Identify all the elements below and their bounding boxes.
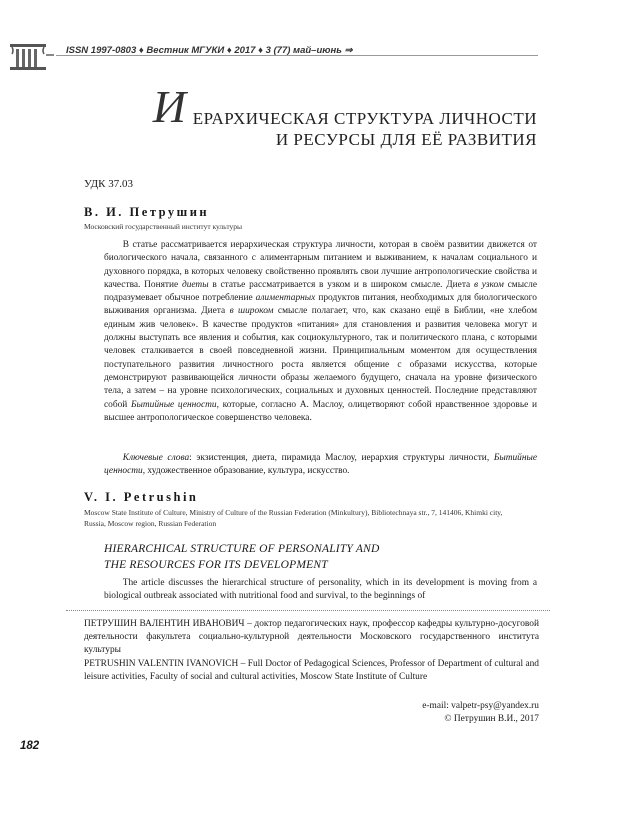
abstract-emph: диеты xyxy=(181,279,209,290)
affiliation-en: Moscow State Institute of Culture, Ministry of Culture of the Russian Federation (Minkultury), Bibliotechnaya str., 7, 141406, Khimki city, Russia, Moscow region, Russian Federation xyxy=(84,508,503,528)
journal-header: ISSN 1997-0803 ♦ Вестник МГУКИ ♦ 2017 ♦ 3 (77) май–июнь ⇒ xyxy=(66,45,353,56)
author-bio-ru: ПЕТРУШИН ВАЛЕНТИН ИВАНОВИЧ – доктор педагогических наук, профессор кафедры культурно-досуговой деятельности факультета социально-культурной деятельности Московского государственного института культуры xyxy=(84,619,539,655)
title-en-line-2: THE RESOURCES FOR ITS DEVELOPMENT xyxy=(104,559,328,571)
abstract-emph: в узком xyxy=(473,279,504,290)
title-line-1: ЕРАРХИЧЕСКАЯ СТРУКТУРА ЛИЧНОСТИ xyxy=(192,109,537,128)
abstract-emph: алиментарных xyxy=(255,293,316,304)
article-title xyxy=(152,81,537,150)
abstract-text: В статье рассматривается иерархическая структура личности, которая в своём развитии движется от биологического начала, связанного с алиментарным питанием и выживанием, к началам социального и духовного порядка, в которых человеку свойственно проявлять свои лучшие антропологические свойства и качества. Понятие xyxy=(104,240,537,290)
abstract-text: , которые, согласно А. Маслоу, олицетворяют собой нравственное здоровье и высшее антропологическое совершенство человека. xyxy=(104,399,537,423)
page-number: 182 xyxy=(20,740,40,752)
abstract-ru xyxy=(104,239,537,425)
copyright: © Петрушин В.И., 2017 xyxy=(444,714,539,724)
abstract-en-text: The article discusses the hierarchical structure of personality, which in its development is moving from a biological outbreak associated with nutritional food and survival, to the beginnings of xyxy=(104,578,537,602)
keywords-emph: Бытийные ценности xyxy=(104,453,537,477)
udk-code: УДК 37.03 xyxy=(84,178,134,190)
keywords-tail: , художественное образование, культура, искусство. xyxy=(142,466,350,477)
title-en xyxy=(104,541,379,573)
title-en-line-1: HIERARCHICAL STRUCTURE OF PERSONALITY AND xyxy=(104,543,380,555)
author-email[interactable]: e-mail: valpetr-psy@yandex.ru xyxy=(422,701,539,711)
abstract-en xyxy=(104,577,537,604)
keywords-text: : экзистенция, диета, пирамида Маслоу, иерархия структуры личности, xyxy=(189,453,494,463)
affiliation-ru: Московский государственный институт культуры xyxy=(84,222,243,231)
abstract-text: в статье рассматривается в узком и в широком смысле. Диета xyxy=(208,279,474,290)
contact-block xyxy=(422,700,539,726)
footnote-divider xyxy=(66,610,550,611)
abstract-text: продуктов питания, необходимых для биологического выживания организма. Диета xyxy=(104,293,537,317)
journal-logo-icon xyxy=(8,40,54,72)
keywords-label: Ключевые слова xyxy=(122,453,190,463)
abstract-text: смысле полагает, что, как сказано ещё в Библии, «не хлебом единым жив человек». В качестве продуктов «питания» для становления и развития человека могут и должны выступать все явления и события, как социокультурного, так и политического плана, с которыми человек сталкивается в своей повседневной жизни. Принципиальным моментом для осуществления поступательного развития личностного роста является общение с образами искусства, которые демонстрируют развивающейся личности образы желаемого будущего, сначала на уровне физического тела, а затем – на уровне психологических, социальных и духовных ценностей. Последние представляют собой xyxy=(104,306,538,410)
title-drop-cap: И xyxy=(152,81,187,132)
title-line-2: И РЕСУРСЫ ДЛЯ ЕЁ РАЗВИТИЯ xyxy=(275,130,537,149)
abstract-text: смысле подразумевает обычное потребление xyxy=(104,279,537,304)
abstract-emph: в широком xyxy=(229,306,274,317)
author-name-en: V. I. Petrushin xyxy=(84,490,199,504)
keywords xyxy=(104,452,537,479)
author-name-ru: В. И. Петрушин xyxy=(84,205,210,219)
author-bio-en: PETRUSHIN VALENTIN IVANOVICH – Full Doctor of Pedagogical Sciences, Professor of Department of cultural and leisure activities, Faculty of social and cultural activities, Moscow State Institute of Culture xyxy=(84,659,539,682)
abstract-emph: Бытийные ценности xyxy=(131,399,217,410)
